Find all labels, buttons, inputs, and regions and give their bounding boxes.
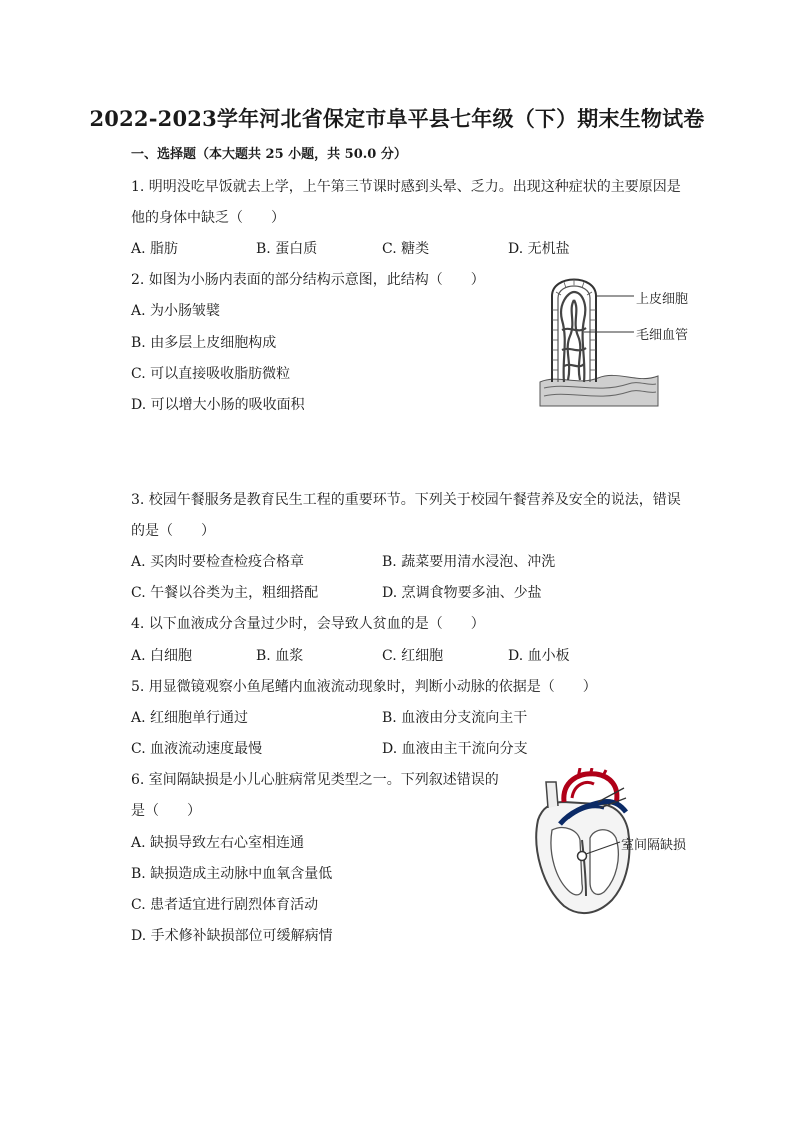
question-2-option-b: B. 由多层上皮细胞构成: [131, 335, 277, 351]
question-1-option-c: C. 糖类: [382, 241, 430, 257]
question-4-option-a: A. 白细胞: [131, 648, 193, 664]
label-epithelial-cell: 上皮细胞: [636, 292, 689, 307]
question-4-option-c: C. 红细胞: [382, 648, 444, 664]
question-2-stem: 2. 如图为小肠内表面的部分结构示意图，此结构（ ）: [131, 272, 485, 288]
question-5-option-b: B. 血液由分支流向主干: [382, 710, 528, 726]
section-heading: 一、选择题（本大题共 25 小题，共 50.0 分）: [131, 147, 407, 162]
question-1-option-d: D. 无机盐: [508, 241, 570, 257]
question-6-option-c: C. 患者适宜进行剧烈体育活动: [131, 897, 319, 913]
question-1-stem-line-2: 他的身体中缺乏（ ）: [131, 210, 285, 226]
question-4-option-d: D. 血小板: [508, 648, 570, 664]
question-3-option-c: C. 午餐以谷类为主，粗细搭配: [131, 585, 319, 601]
question-4-option-b: B. 血浆: [256, 648, 304, 664]
question-3-option-a: A. 买肉时要检查检疫合格章: [131, 554, 305, 570]
question-2-option-d: D. 可以增大小肠的吸收面积: [131, 397, 305, 413]
question-6-option-a: A. 缺损导致左右心室相连通: [131, 835, 305, 851]
heart-diagram: [524, 768, 724, 918]
question-3-option-d: D. 烹调食物要多油、少盐: [382, 585, 542, 601]
question-1-option-b: B. 蛋白质: [256, 241, 318, 257]
question-5-option-d: D. 血液由主干流向分支: [382, 741, 528, 757]
label-capillary: 毛细血管: [636, 328, 689, 343]
question-1-option-a: A. 脂肪: [131, 241, 179, 257]
label-ventricular-septal-defect: 室间隔缺损: [621, 838, 687, 853]
question-4-stem: 4. 以下血液成分含量过少时，会导致人贫血的是（ ）: [131, 616, 485, 632]
question-3-stem-line-1: 3. 校园午餐服务是教育民生工程的重要环节。下列关于校园午餐营养及安全的说法，错误: [131, 492, 681, 508]
question-6-option-d: D. 手术修补缺损部位可缓解病情: [131, 928, 333, 944]
question-3-stem-line-2: 的是（ ）: [131, 523, 215, 539]
question-3-option-b: B. 蔬菜要用清水浸泡、冲洗: [382, 554, 556, 570]
question-2-option-c: C. 可以直接吸收脂肪微粒: [131, 366, 291, 382]
question-6-stem-line-1: 6. 室间隔缺损是小儿心脏病常见类型之一。下列叙述错误的: [131, 772, 499, 788]
question-5-option-a: A. 红细胞单行通过: [131, 710, 249, 726]
question-1-stem-line-1: 1. 明明没吃早饭就去上学，上午第三节课时感到头晕、乏力。出现这种症状的主要原因是: [131, 179, 681, 195]
question-5-stem: 5. 用显微镜观察小鱼尾鳍内血液流动现象时，判断小动脉的依据是（ ）: [131, 679, 597, 695]
question-5-option-c: C. 血液流动速度最慢: [131, 741, 263, 757]
question-6-stem-line-2: 是（ ）: [131, 803, 201, 819]
villus-diagram: [538, 270, 708, 410]
page-title: 2022-2023学年河北省保定市阜平县七年级（下）期末生物试卷: [89, 106, 705, 131]
question-2-option-a: A. 为小肠皱襞: [131, 303, 221, 319]
question-6-option-b: B. 缺损造成主动脉中血氧含量低: [131, 866, 333, 882]
